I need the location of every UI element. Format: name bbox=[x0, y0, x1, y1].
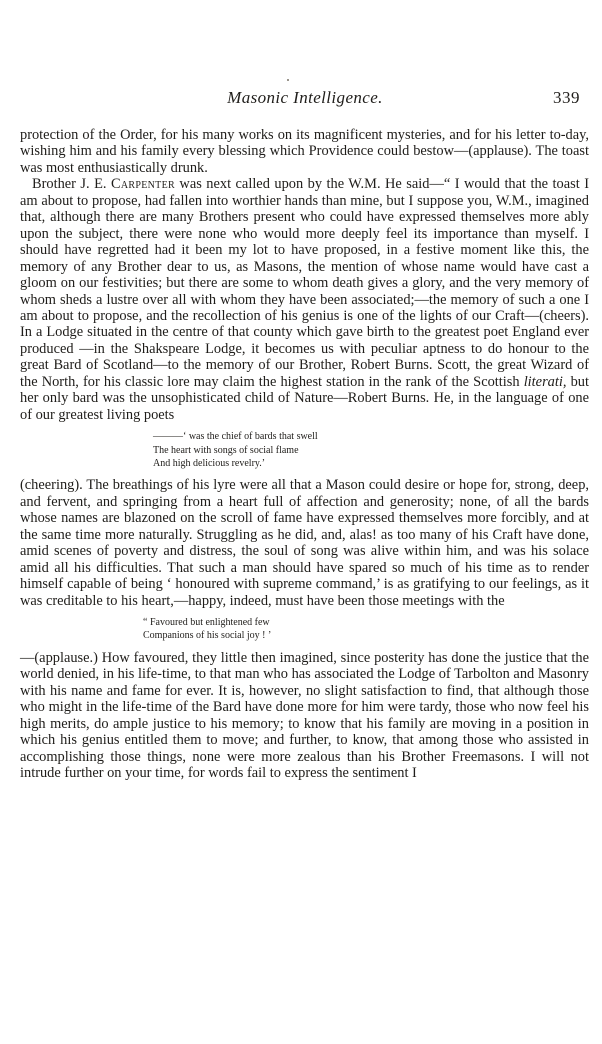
verse-quote-1 bbox=[20, 430, 589, 470]
italic-literati: literati, bbox=[523, 373, 567, 390]
verse-line: The heart with songs of social flame bbox=[153, 444, 299, 456]
verse-line: Companions of his social joy ! ’ bbox=[143, 630, 272, 642]
verse-line: ———‘ was the chief of bards that swell bbox=[153, 431, 318, 443]
verse-line: And high delicious revelry.’ bbox=[153, 457, 266, 469]
paragraph-2-text: was next called upon by the W.M. He said—“ I would that the toast I am about to propose, had fallen into worthier hands than mine, but I suppose you, W.M., imagined that, although there are many Brothers present who could have expressed themselves more ably upon the subject, there were none who would more deeply feel its importance than myself. I should have regretted had it been my lot to have proposed, in a festive moment like this, the memory of any Brother dear to us, as Masons, the mention of whose name would have cast a gloom on our festivities; but there are some to whom death gives a glory, and the very memory of whom sheds a lustre over all with whom they have been associated;—the memory of such a one I am about to propose, and the recollection of his genius is one of the lights of our Craft—(cheers). In a Lodge situated in the centre of that county which gave birth to the greatest poet England ever produced —in the Shakspeare Lodge, it becomes us with peculiar aptness to do honour to the great Bard of Scotland—to the memory of our Brother, Robert Burns. Scott, the great Wizard of the North, for his classic lore may claim the highest station in the rank of the Scottish bbox=[20, 176, 590, 390]
ink-speck bbox=[287, 79, 289, 81]
paragraph-4: —(applause.) How favoured, they little then imagined, since posterity has done the justice that the world denied, in his life-time, to that man who has associated the Lodge of Tarbolton and Masonry with his name and fame for ever. It is, however, no slight satisfaction to find, that although those who might in the life-time of the Bard have done more for him were tardy, those who now feel his high merits, do ample justice to his memory; to know that his family are moving in a position in which his genius entitled them to move; and further, to know, that among those who assisted in accomplishing those things, none were more zealous than his Brother Freemasons. I will not intrude further on your time, for words fail to express the sentiment I bbox=[20, 649, 589, 781]
page-number: 339 bbox=[553, 88, 580, 107]
paragraph-2-text-end: but her only bard was the unsophisticated child of Nature—Robert Burns. He, in the language of one of our greatest living poets bbox=[20, 373, 589, 423]
verse-line: “ Favoured but enlightened few bbox=[143, 617, 270, 628]
running-title: Masonic Intelligence. bbox=[227, 88, 383, 107]
verse-quote-2 bbox=[20, 616, 589, 643]
paragraph-3: (cheering). The breathings of his lyre were all that a Mason could desire or hope for, strong, deep, and fervent, and springing from a heart full of affection and generosity; none, of all the bards whose names are blazoned on the scroll of fame have expressed themselves more forcibly, and at the same time more naturally. Struggling as he did, and, alas! as too many of his Craft have done, amid scenes of poverty and distress, the soul of song was alive within him, and was his solace amid all his difficulties. That such a man should have spared so much of his time as to render himself capable of being ‘ honoured with supreme command,’ is as gratifying to our feelings, as it was creditable to his heart,—happy, indeed, must have been those meetings with the bbox=[20, 477, 589, 609]
page-header bbox=[20, 88, 590, 118]
speaker-name: Carpenter bbox=[110, 176, 175, 193]
paragraph-2 bbox=[20, 176, 589, 423]
speaker-lead: Brother J. E. bbox=[32, 176, 111, 193]
paragraph-1: protection of the Order, for his many works on its magnificent mysteries, and for his letter to-day, wishing him and his family every blessing which Providence could bestow—(applause). The toast was most enthusiastically drunk. bbox=[20, 127, 589, 176]
body-text bbox=[20, 127, 589, 781]
